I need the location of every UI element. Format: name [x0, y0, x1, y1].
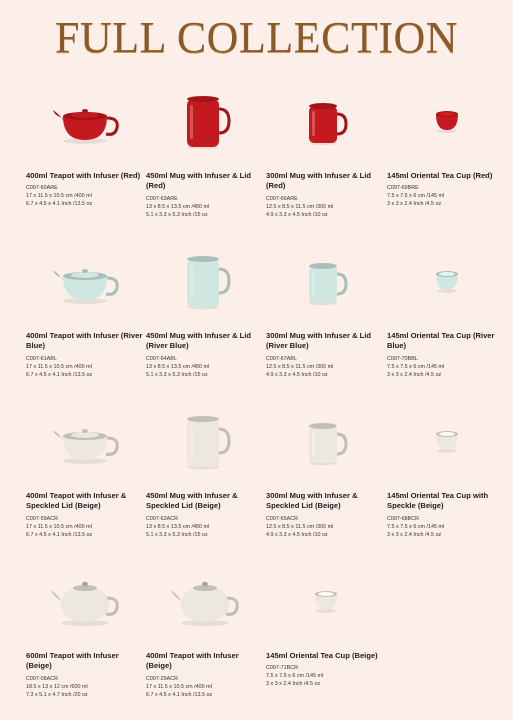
product-code: C097-68BCR — [387, 516, 420, 522]
product-image — [146, 568, 266, 634]
product-name: 300ml Mug with Infuser & Lid (River Blue) — [266, 331, 372, 350]
product-dimensions-metric: 17 x 11.5 x 10.5 cm /400 ml — [146, 684, 212, 690]
product-name: 300ml Mug with Infuser & Lid (Red) — [266, 171, 372, 190]
product-code: C097-71BCR — [266, 665, 299, 671]
product-dimensions-metric: 18.5 x 13 x 12 cm /600 ml — [26, 684, 88, 690]
product-dimensions-imperial: 6.7 x 4.5 x 4.1 Inch /13.5 oz — [26, 372, 93, 378]
product-card — [387, 408, 507, 538]
product-code: C097-61ABL — [26, 356, 57, 362]
product-card — [26, 408, 146, 538]
page-title: FULL COLLECTION — [54, 13, 459, 62]
product-code: C097-69BRE — [387, 185, 419, 191]
product-dimensions-metric: 12.5 x 8.5 x 11.5 cm /300 ml — [266, 364, 334, 370]
product-image — [26, 408, 146, 474]
product-card — [387, 248, 507, 378]
product-dimensions-metric: 12.5 x 8.5 x 11.5 cm /300 ml — [266, 524, 334, 530]
product-name: 400ml Teapot with Infuser & Speckled Lid (Beige) — [26, 491, 127, 510]
product-dimensions-imperial: 5.1 x 3.3 x 5.3 Inch /15 oz — [146, 212, 208, 218]
product-card — [146, 568, 266, 698]
product-dimensions-imperial: 4.9 x 3.3 x 4.5 Inch /10 oz — [266, 372, 328, 378]
product-dimensions-metric: 13 x 8.5 x 13.5 cm /450 ml — [146, 524, 210, 530]
product-card — [146, 408, 266, 538]
product-code: C097-67ABL — [266, 356, 297, 362]
product-image — [26, 88, 146, 154]
product-code: C097-62ACR — [146, 516, 179, 522]
product-code: C097-65ACR — [266, 516, 299, 522]
product-dimensions-metric: 13 x 8.5 x 13.5 cm /450 ml — [146, 204, 210, 210]
product-image — [266, 568, 386, 634]
product-image — [266, 248, 386, 314]
product-name: 400ml Teapot with Infuser (River Blue) — [26, 331, 143, 350]
product-dimensions-imperial: 4.9 x 3.3 x 4.5 Inch /10 oz — [266, 212, 328, 218]
product-code: C097-64ABL — [146, 356, 177, 362]
product-card — [266, 408, 386, 538]
product-name: 145ml Oriental Tea Cup with Speckle (Beige) — [387, 491, 489, 510]
product-image — [26, 248, 146, 314]
product-dimensions-metric: 7.5 x 7.5 x 6 cm /145 ml — [266, 673, 324, 679]
product-dimensions-imperial: 3 x 3 x 2.4 Inch /4.5 oz — [387, 532, 442, 538]
product-dimensions-imperial: 6.7 x 4.5 x 4.1 Inch /13.5 oz — [26, 532, 93, 538]
product-dimensions-metric: 17 x 11.5 x 10.5 cm /400 ml — [26, 193, 92, 199]
product-name: 600ml Teapot with Infuser (Beige) — [26, 651, 119, 670]
product-dimensions-metric: 17 x 11.5 x 10.5 cm /400 ml — [26, 364, 92, 370]
product-card — [26, 248, 146, 378]
product-card — [387, 88, 507, 213]
product-name: 145ml Oriental Tea Cup (Beige) — [266, 651, 378, 660]
product-dimensions-metric: 7.5 x 7.5 x 6 cm /145 ml — [387, 524, 445, 530]
product-name: 450ml Mug with Infuser & Lid (River Blue) — [146, 331, 252, 350]
product-name: 450ml Mug with Infuser & Speckled Lid (Beige) — [146, 491, 238, 510]
product-name: 400ml Teapot with Infuser (Beige) — [146, 651, 239, 670]
product-dimensions-metric: 7.5 x 7.5 x 6 cm /145 ml — [387, 193, 445, 199]
product-card — [146, 88, 266, 218]
product-dimensions-metric: 17 x 11.5 x 10.5 cm /400 ml — [26, 524, 92, 530]
product-dimensions-imperial: 6.7 x 4.5 x 4.1 Inch /13.5 oz — [26, 201, 93, 207]
product-name: 300ml Mug with Infuser & Speckled Lid (Beige) — [266, 491, 358, 510]
product-code: C097-66ARE — [266, 196, 298, 202]
product-dimensions-imperial: 5.1 x 3.3 x 5.3 Inch /15 oz — [146, 372, 208, 378]
product-dimensions-imperial: 3 x 3 x 2.4 Inch /4.5 oz — [387, 372, 442, 378]
product-card — [26, 568, 146, 698]
product-dimensions-imperial: 7.3 x 5.1 x 4.7 Inch /20 oz — [26, 692, 88, 698]
product-name: 145ml Oriental Tea Cup (Red) — [387, 171, 493, 180]
product-image — [266, 88, 386, 154]
product-code: C097-59ACR — [26, 516, 59, 522]
product-image — [146, 408, 266, 474]
product-dimensions-metric: 13 x 8.5 x 13.5 cm /450 ml — [146, 364, 210, 370]
product-image — [266, 408, 386, 474]
product-code: C097-08ACR — [26, 676, 59, 682]
product-image — [26, 568, 146, 634]
product-dimensions-imperial: 3 x 3 x 2.4 Inch /4.5 oz — [266, 681, 321, 687]
product-code: C097-70BBL — [387, 356, 418, 362]
product-code: C097-29ACR — [146, 676, 179, 682]
product-image — [387, 408, 507, 474]
product-card — [146, 248, 266, 378]
product-name: 400ml Teapot with Infuser (Red) — [26, 171, 141, 180]
product-image — [387, 88, 507, 154]
product-image — [146, 88, 266, 154]
product-dimensions-imperial: 5.1 x 3.3 x 5.3 Inch /15 oz — [146, 532, 208, 538]
product-card — [266, 248, 386, 378]
product-image — [387, 248, 507, 314]
product-dimensions-imperial: 6.7 x 4.5 x 4.1 Inch /13.5 oz — [146, 692, 213, 698]
product-dimensions-imperial: 3 x 3 x 2.4 Inch /4.5 oz — [387, 201, 442, 207]
product-card — [26, 88, 146, 213]
product-dimensions-metric: 12.5 x 8.5 x 11.5 cm /300 ml — [266, 204, 334, 210]
product-image — [146, 248, 266, 314]
product-card — [266, 88, 386, 218]
product-code: C097-60ARE — [26, 185, 58, 191]
product-name: 450ml Mug with Infuser & Lid (Red) — [146, 171, 252, 190]
product-dimensions-metric: 7.5 x 7.5 x 6 cm /145 ml — [387, 364, 445, 370]
product-card — [266, 568, 386, 693]
product-name: 145ml Oriental Tea Cup (River Blue) — [387, 331, 495, 350]
product-dimensions-imperial: 4.9 x 3.3 x 4.5 Inch /10 oz — [266, 532, 328, 538]
product-code: C097-63ARE — [146, 196, 178, 202]
